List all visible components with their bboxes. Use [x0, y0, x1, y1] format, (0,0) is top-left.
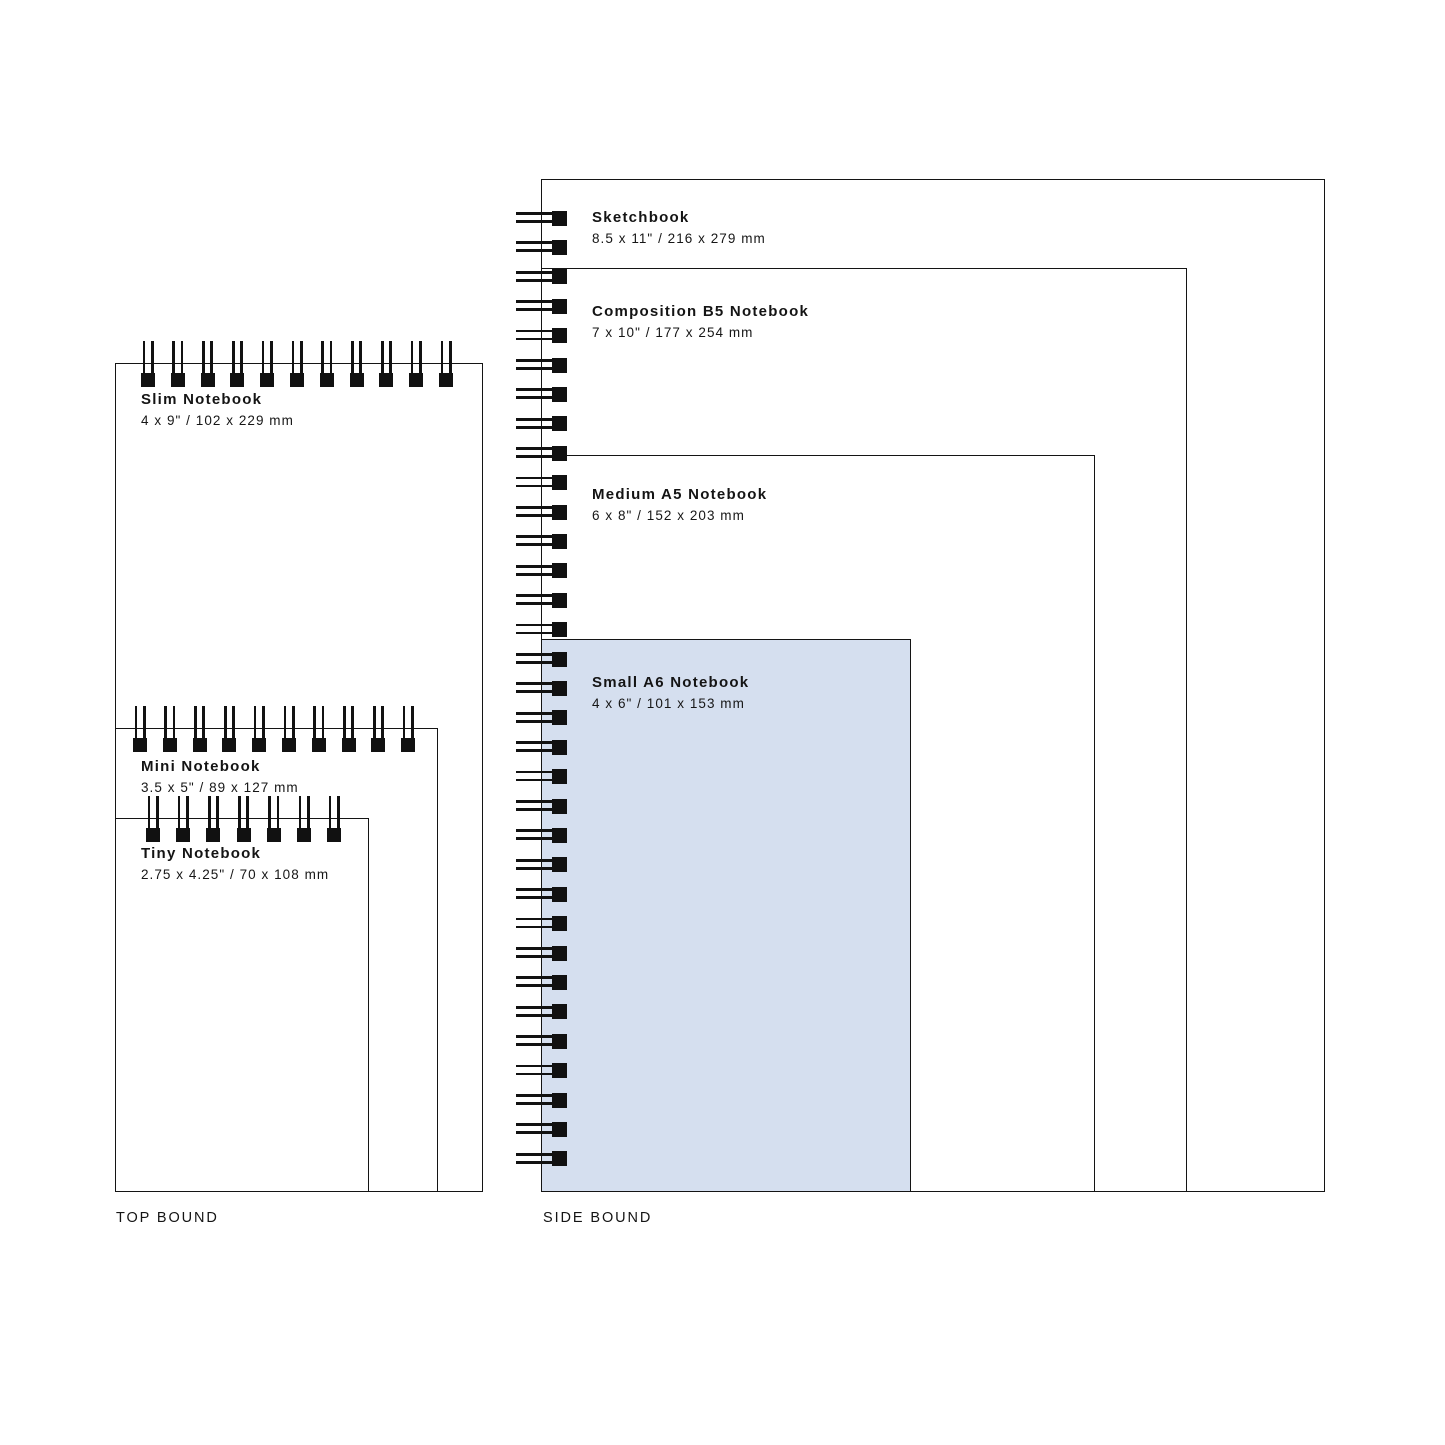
coil-wire — [292, 706, 295, 739]
coil-anchor-square — [146, 828, 160, 842]
coil-anchor-square — [206, 828, 220, 842]
coil-wire — [313, 706, 316, 739]
coil-anchor-square — [222, 738, 236, 752]
coil-wire — [351, 706, 354, 739]
coil-wire — [411, 706, 414, 739]
coil-anchor-square — [401, 738, 415, 752]
coil-wire — [194, 706, 197, 739]
coil-wire — [373, 706, 376, 739]
binding-coil — [266, 796, 281, 843]
coil-wire — [307, 796, 310, 829]
coil-wire — [240, 341, 243, 374]
coil-anchor-square — [297, 828, 311, 842]
coil-anchor-square — [201, 373, 215, 387]
notebook-title: Composition B5 Notebook — [592, 303, 810, 320]
binding-coil — [349, 341, 364, 388]
top-bound-caption: TOP BOUND — [116, 1210, 219, 1226]
coil-wire — [330, 341, 333, 374]
coil-anchor-square — [252, 738, 266, 752]
notebook-box-tiny — [115, 818, 369, 1192]
coil-wire — [246, 796, 249, 829]
binding-coil — [290, 341, 305, 388]
coil-anchor-square — [327, 828, 341, 842]
coil-wire — [232, 341, 235, 374]
notebook-size-text: 2.75 x 4.25" / 70 x 108 mm — [141, 867, 330, 882]
coil-wire — [300, 341, 303, 374]
coil-wire — [322, 706, 325, 739]
coil-anchor-square — [141, 373, 155, 387]
binding-coil — [176, 796, 191, 843]
coil-wire — [441, 341, 444, 374]
coil-wire — [381, 706, 384, 739]
coil-anchor-square — [176, 828, 190, 842]
coil-wire — [202, 341, 205, 374]
coil-anchor-square — [193, 738, 207, 752]
coil-wire — [181, 341, 184, 374]
coil-anchor-square — [409, 373, 423, 387]
coil-wire — [164, 706, 167, 739]
coil-wire — [403, 706, 406, 739]
binding-coil — [409, 341, 424, 388]
notebook-size-text: 3.5 x 5" / 89 x 127 mm — [141, 780, 299, 795]
coil-wire — [277, 796, 280, 829]
coil-wire — [232, 706, 235, 739]
notebook-label-sketchbook — [592, 208, 766, 247]
coil-anchor-square — [312, 738, 326, 752]
coil-wire — [321, 341, 324, 374]
coil-wire — [411, 341, 414, 374]
binding-coil — [297, 796, 312, 843]
binding-coil — [222, 706, 237, 753]
notebook-label-medium-a5 — [592, 485, 767, 524]
coil-wire — [210, 341, 213, 374]
coil-anchor-square — [371, 738, 385, 752]
binding-coil — [162, 706, 177, 753]
coil-wire — [238, 796, 241, 829]
notebook-label-small-a6 — [592, 673, 749, 712]
coil-wire — [135, 706, 138, 739]
coil-anchor-square — [230, 373, 244, 387]
binding-coil — [371, 706, 386, 753]
coil-wire — [186, 796, 189, 829]
coil-wire — [299, 796, 302, 829]
coil-wire — [419, 341, 422, 374]
binding-coil — [170, 341, 185, 388]
notebook-size-text: 6 x 8" / 152 x 203 mm — [592, 508, 745, 523]
notebook-size-text: 8.5 x 11" / 216 x 279 mm — [592, 231, 766, 246]
binding-coil — [236, 796, 251, 843]
binding-coil — [230, 341, 245, 388]
coil-anchor-square — [439, 373, 453, 387]
coil-wire — [254, 706, 257, 739]
notebook-size-text: 7 x 10" / 177 x 254 mm — [592, 325, 754, 340]
coil-anchor-square — [237, 828, 251, 842]
binding-coil — [401, 706, 416, 753]
coil-wire — [284, 706, 287, 739]
coil-anchor-square — [350, 373, 364, 387]
notebook-title: Slim Notebook — [141, 391, 263, 408]
notebook-size-text: 4 x 6" / 101 x 153 mm — [592, 696, 745, 711]
coil-wire — [151, 341, 154, 374]
notebook-title: Mini Notebook — [141, 758, 261, 775]
side-bound-caption: SIDE BOUND — [543, 1210, 653, 1226]
coil-anchor-square — [342, 738, 356, 752]
binding-coil — [327, 796, 342, 843]
binding-coil — [439, 341, 454, 388]
binding-coil — [200, 341, 215, 388]
binding-coil — [282, 706, 297, 753]
binding-coil — [319, 341, 334, 388]
coil-wire — [178, 796, 181, 829]
coil-wire — [270, 341, 273, 374]
coil-anchor-square — [163, 738, 177, 752]
coil-wire — [262, 341, 265, 374]
coil-anchor-square — [267, 828, 281, 842]
coil-anchor-square — [133, 738, 147, 752]
notebook-label-tiny — [141, 844, 329, 883]
coil-wire — [148, 796, 151, 829]
notebook-title: Sketchbook — [592, 209, 690, 226]
binding-coil — [379, 341, 394, 388]
coil-anchor-square — [379, 373, 393, 387]
binding-coil — [206, 796, 221, 843]
coil-wire — [143, 706, 146, 739]
coil-wire — [359, 341, 362, 374]
coil-anchor-square — [171, 373, 185, 387]
coil-wire — [224, 706, 227, 739]
notebook-label-composition-b5 — [592, 302, 809, 341]
notebook-label-slim — [141, 390, 294, 429]
notebook-box-small-a6 — [541, 639, 911, 1192]
coil-wire — [389, 341, 392, 374]
coil-wire — [156, 796, 159, 829]
coil-wire — [143, 341, 146, 374]
coil-wire — [292, 341, 295, 374]
coil-anchor-square — [290, 373, 304, 387]
coil-wire — [216, 796, 219, 829]
binding-coil — [341, 706, 356, 753]
coil-wire — [449, 341, 452, 374]
coil-wire — [381, 341, 384, 374]
binding-coil — [146, 796, 161, 843]
binding-coil — [260, 341, 275, 388]
coil-wire — [337, 796, 340, 829]
coil-wire — [343, 706, 346, 739]
coil-wire — [268, 796, 271, 829]
notebook-size-text: 4 x 9" / 102 x 229 mm — [141, 413, 294, 428]
notebook-label-mini — [141, 757, 299, 796]
coil-anchor-square — [282, 738, 296, 752]
binding-coil — [192, 706, 207, 753]
notebook-title: Small A6 Notebook — [592, 674, 750, 691]
binding-coil — [311, 706, 326, 753]
coil-wire — [208, 796, 211, 829]
coil-wire — [262, 706, 265, 739]
binding-coil — [133, 706, 148, 753]
coil-wire — [329, 796, 332, 829]
coil-wire — [351, 341, 354, 374]
coil-wire — [173, 706, 176, 739]
binding-coil — [252, 706, 267, 753]
notebook-title: Tiny Notebook — [141, 845, 262, 862]
notebook-title: Medium A5 Notebook — [592, 486, 768, 503]
coil-anchor-square — [320, 373, 334, 387]
coil-wire — [202, 706, 205, 739]
coil-anchor-square — [260, 373, 274, 387]
binding-coil — [141, 341, 156, 388]
coil-wire — [172, 341, 175, 374]
